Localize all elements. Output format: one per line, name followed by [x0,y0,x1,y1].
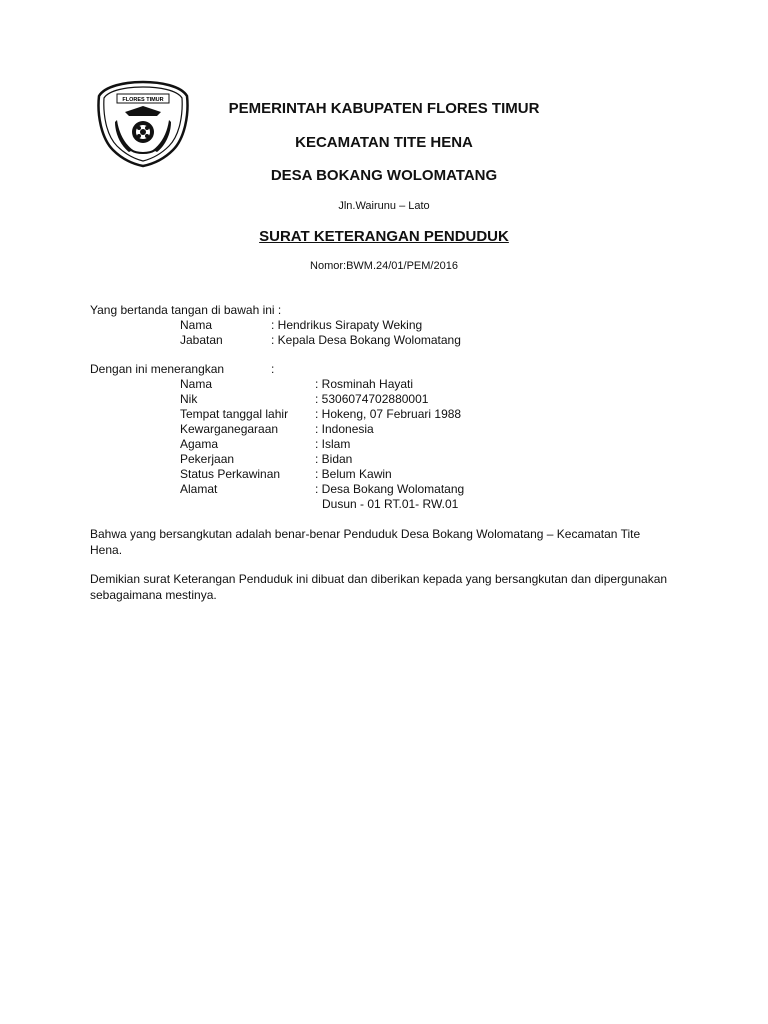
subject-intro: Dengan ini menerangkan [90,362,225,376]
subject-label: Agama [180,437,219,451]
document-number: Nomor:BWM.24/01/PEM/2016 [310,260,458,272]
header-village: DESA BOKANG WOLOMATANG [270,167,498,184]
header-address: Jln.Wairunu – Lato [338,200,430,212]
signatory-label: Nama [180,318,213,332]
signatory-intro: Yang bertanda tangan di bawah ini : [90,303,282,317]
subject-label: Kewarganegaraan [180,422,279,436]
subject-label: Tempat tanggal lahir [180,407,289,421]
subject-label: Status Perkawinan [180,467,281,481]
regency-emblem-logo [95,80,191,168]
signatory-value: : Hendrikus Sirapaty Weking [271,318,423,332]
subject-value: : Indonesia [315,422,374,436]
subject-value: : Islam [315,437,351,451]
subject-value: : Belum Kawin [315,467,392,481]
subject-address-line2: Dusun - 01 RT.01- RW.01 [322,497,459,511]
closing-paragraph: Demikian surat Keterangan Penduduk ini dibuat dan diberikan kepada yang bersangkutan dan dipergunakan sebagaimana mestinya. [90,572,668,602]
header-regency: PEMERINTAH KABUPATEN FLORES TIMUR [228,100,540,117]
subject-label: Nik [180,392,198,406]
subject-value: : Rosminah Hayati [315,377,414,391]
subject-label: Nama [180,377,213,391]
subject-value: : Desa Bokang Wolomatang [315,482,465,496]
emblem-text: FLORES TIMUR [122,97,164,103]
subject-value: : 5306074702880001 [315,392,429,406]
signatory-value: : Kepala Desa Bokang Wolomatang [271,333,461,347]
header-district: KECAMATAN TITE HENA [295,134,473,151]
subject-value: : Bidan [315,452,353,466]
subject-value: : Hokeng, 07 Februari 1988 [315,407,462,421]
subject-label: Alamat [180,482,218,496]
subject-label: Pekerjaan [180,452,235,466]
document-title: SURAT KETERANGAN PENDUDUK [259,228,509,245]
statement-paragraph: Bahwa yang bersangkutan adalah benar-benar Penduduk Desa Bokang Wolomatang – Kecamatan Tite Hena. [90,527,641,557]
signatory-label: Jabatan [180,333,223,347]
subject-intro-colon: : [271,362,275,376]
